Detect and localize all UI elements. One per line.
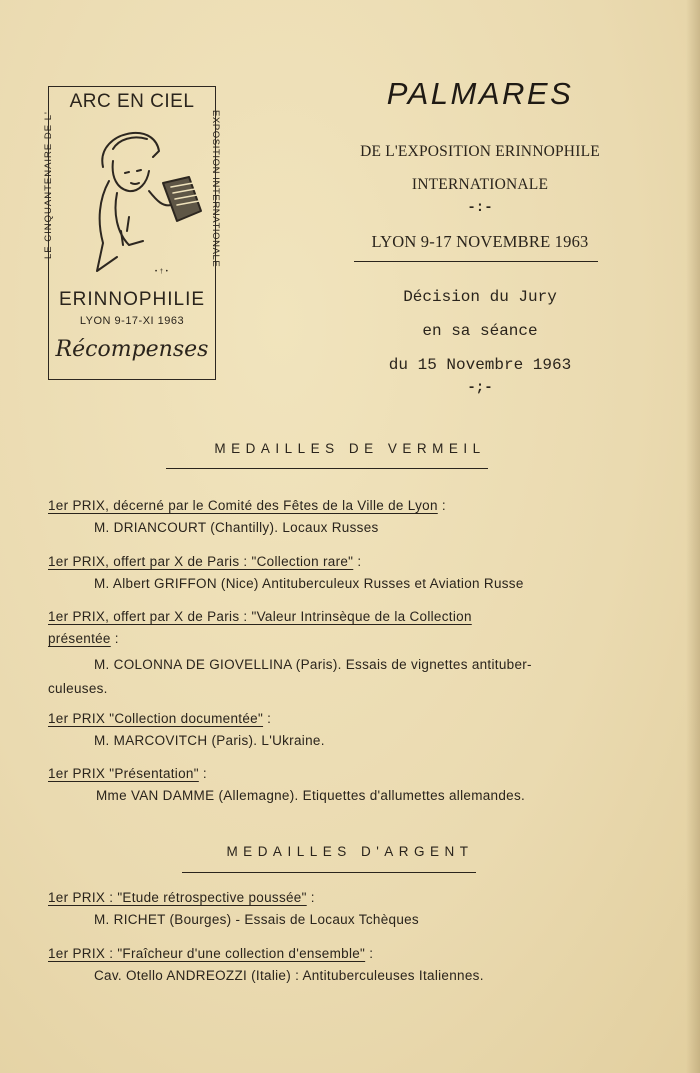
award-heading-tail: :	[110, 631, 119, 646]
event-dates: LYON 9-17 NOVEMBRE 1963	[371, 232, 589, 251]
award-recipient: M. MARCOVITCH (Paris). L'Ukraine.	[94, 733, 325, 748]
award-recipient: Cav. Otello ANDREOZZI (Italie) : Antituberculeuses Italiennes.	[94, 968, 484, 983]
award-entry	[48, 495, 648, 539]
stamp-name: ERINNOPHILIE	[58, 289, 206, 310]
award-heading-tail: :	[198, 766, 207, 781]
stamp-left-text: LE CINQUANTENAIRE DE L'	[43, 111, 54, 259]
reading-figure-illustration	[73, 121, 203, 279]
award-heading-cont: présentée	[48, 631, 111, 646]
document-title: PALMARES	[386, 76, 574, 111]
stamp-mark: • † •	[155, 269, 169, 275]
award-entry	[48, 763, 648, 807]
stamp-right-text: EXPOSITION INTERNATIONALE	[210, 110, 221, 268]
section-rule-argent	[182, 872, 476, 873]
award-heading-tail: :	[437, 498, 446, 513]
section-title-argent: MEDAILLES D'ARGENT	[226, 844, 474, 859]
erinnophilie-stamp	[43, 86, 221, 380]
award-heading: 1er PRIX "Présentation"	[48, 766, 199, 781]
decision-line-3: du 15 Novembre 1963	[388, 356, 572, 374]
award-entry	[48, 606, 648, 700]
award-heading: 1er PRIX, offert par X de Paris : "Valeur Intrinsèque de la Collection	[48, 609, 472, 624]
stamp-date: LYON 9-17-XI 1963	[79, 315, 185, 327]
award-recipient: M. Albert GRIFFON (Nice) Antituberculeux Russes et Aviation Russe	[94, 576, 524, 591]
award-heading-tail: :	[353, 554, 362, 569]
award-recipient: M. RICHET (Bourges) - Essais de Locaux Tchèques	[94, 912, 419, 927]
award-heading-tail: :	[306, 890, 315, 905]
award-recipient-cont: culeuses.	[48, 681, 108, 696]
section-rule-vermeil	[166, 468, 488, 469]
award-heading-tail: :	[365, 946, 374, 961]
header-rule	[354, 261, 598, 262]
page-edge-shadow	[686, 0, 700, 1073]
award-entry	[48, 887, 648, 931]
award-entry	[48, 943, 648, 987]
award-recipient: M. DRIANCOURT (Chantilly). Locaux Russes	[94, 520, 379, 535]
award-entry	[48, 551, 648, 595]
subtitle-line-1: DE L'EXPOSITION ERINNOPHILE	[360, 143, 600, 160]
award-heading: 1er PRIX "Collection documentée"	[48, 711, 264, 726]
decision-line-2: en sa séance	[422, 322, 538, 340]
stamp-top-text: ARC EN CIEL	[69, 91, 195, 112]
award-heading: 1er PRIX : "Fraîcheur d'une collection d'ensemble"	[48, 946, 366, 961]
award-heading-tail: :	[263, 711, 272, 726]
separator-1: -:-	[467, 200, 493, 216]
subtitle-line-2: INTERNATIONALE	[411, 176, 549, 193]
award-heading: 1er PRIX : "Etude rétrospective poussée"	[48, 890, 307, 905]
award-recipient: Mme VAN DAMME (Allemagne). Etiquettes d'allumettes allemandes.	[96, 788, 526, 803]
award-heading: 1er PRIX, offert par X de Paris : "Collection rare"	[48, 554, 354, 569]
separator-2: -;-	[467, 380, 493, 396]
award-heading: 1er PRIX, décerné par le Comité des Fêtes de la Ville de Lyon	[48, 498, 438, 513]
section-title-vermeil: MEDAILLES DE VERMEIL	[214, 441, 486, 456]
award-recipient: M. COLONNA DE GIOVELLINA (Paris). Essais de vignettes antituber-	[94, 657, 532, 672]
stamp-recompenses: Récompenses	[55, 337, 209, 362]
decision-line-1: Décision du Jury	[403, 288, 557, 306]
award-entry	[48, 708, 648, 752]
